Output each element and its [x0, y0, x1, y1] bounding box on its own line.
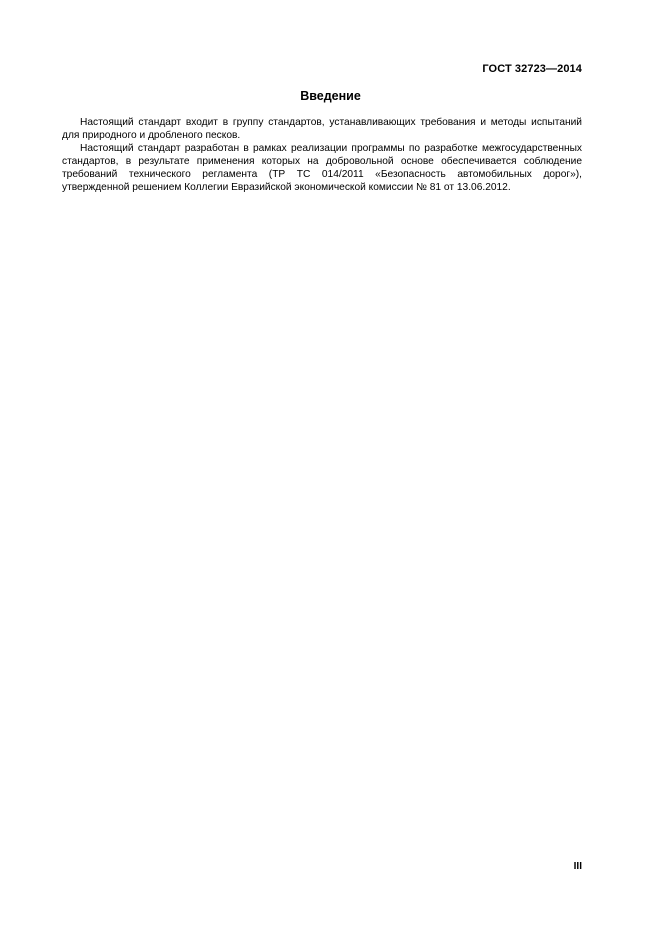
document-code: ГОСТ 32723—2014: [482, 63, 582, 75]
paragraph-1: Настоящий стандарт входит в группу стандартов, устанавливающих требования и методы испытаний для природного и дробленого песков.: [62, 117, 582, 141]
body-text: [62, 116, 582, 194]
section-title: Введение: [300, 89, 361, 103]
paragraph-2: Настоящий стандарт разработан в рамках реализации программы по разработке межгосударственных стандартов, в результате применения которых на добровольной основе обеспечивается соблюдение требований технического регламента (ТР ТС 014/2011 «Безопасность автомобильных дорог»), утвержденной решением Коллегии Евразийской экономической комиссии № 81 от 13.06.2012.: [62, 143, 582, 193]
page-number: III: [573, 861, 582, 872]
